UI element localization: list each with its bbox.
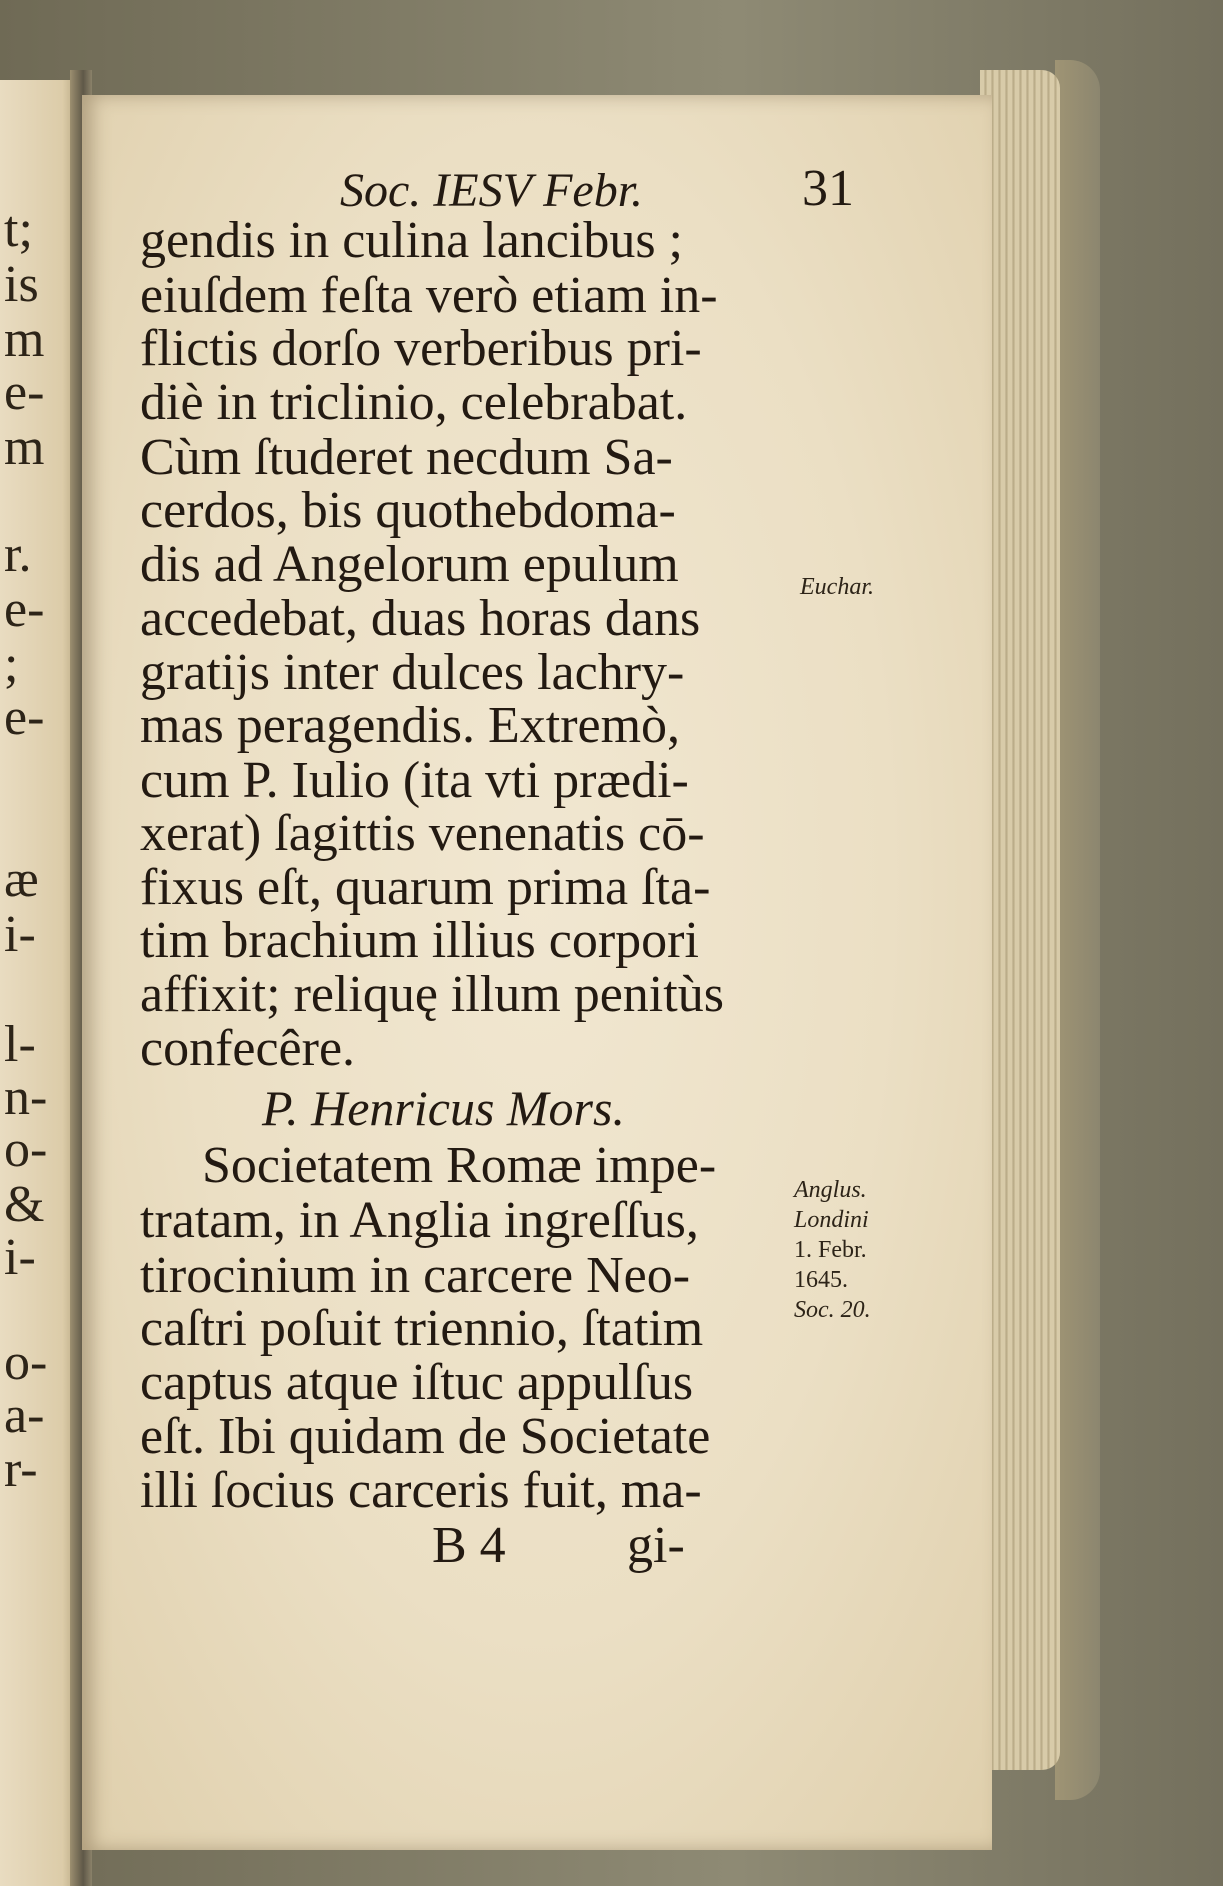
catchword: gi- <box>627 1517 685 1574</box>
left-fragment: m <box>4 419 45 476</box>
body-line: xerat) ſagittis venenatis cō- <box>140 805 705 862</box>
left-fragment: a- <box>4 1387 45 1444</box>
body-line: diè in triclinio, celebrabat. <box>140 374 688 431</box>
left-fragment: m <box>4 311 45 368</box>
left-fragment: r. <box>4 526 32 583</box>
fore-edge <box>980 70 1060 1770</box>
left-fragment: & <box>4 1176 45 1233</box>
left-page <box>0 80 78 1886</box>
body-line: cerdos, bis quothebdoma- <box>140 482 676 539</box>
body-line: caſtri poſuit triennio, ſtatim <box>140 1300 704 1357</box>
left-fragment: e- <box>4 689 45 746</box>
left-fragment: n- <box>4 1069 48 1126</box>
section-heading: P. Henricus Mors. <box>262 1080 625 1136</box>
body-line: captus atque iſtuc appulſus <box>140 1354 694 1411</box>
recto-page <box>82 95 992 1850</box>
body-line: fixus eſt, quarum prima ſta- <box>140 859 711 916</box>
margin-note-line: 1. Febr. <box>794 1237 867 1263</box>
left-fragment: e- <box>4 364 45 421</box>
body-line: tratam, in Anglia ingreſſus, <box>140 1192 699 1249</box>
body-line: tirocinium in carcere Neo- <box>140 1247 691 1304</box>
body-line: dis ad Angelorum epulum <box>140 536 679 593</box>
margin-note: Euchar. <box>800 574 874 600</box>
signature-mark: B 4 <box>432 1517 506 1574</box>
left-fragment: t; <box>4 201 33 258</box>
body-line: eiuſdem feſta verò etiam in- <box>140 267 718 324</box>
left-fragment: o- <box>4 1121 48 1178</box>
left-fragment: e- <box>4 581 45 638</box>
left-fragment: is <box>4 256 39 313</box>
running-title: Soc. IESV Febr. <box>340 164 644 217</box>
left-fragment: i- <box>4 906 36 963</box>
body-line: illi ſocius carceris fuit, ma- <box>140 1462 702 1519</box>
left-fragment: o- <box>4 1334 48 1391</box>
body-line: Cùm ſtuderet necdum Sa- <box>140 429 673 486</box>
left-fragment: ; <box>4 636 19 693</box>
body-line: accedebat, duas horas dans <box>140 590 701 647</box>
left-fragment: æ <box>4 851 39 908</box>
body-line: confecêre. <box>140 1020 356 1077</box>
margin-note-line: Londini <box>794 1207 869 1233</box>
margin-note-line: Anglus. <box>794 1177 867 1203</box>
left-fragment: r- <box>4 1441 38 1498</box>
margin-note-line: Soc. 20. <box>794 1297 871 1323</box>
body-line: cum P. Iulio (ita vti prædi- <box>140 752 689 809</box>
body-line: flictis dorſo verberibus pri- <box>140 320 702 377</box>
body-line: Societatem Romæ impe- <box>202 1137 717 1194</box>
body-line: eſt. Ibi quidam de Societate <box>140 1408 711 1465</box>
left-fragment: l- <box>4 1016 36 1073</box>
margin-note-line: 1645. <box>794 1267 848 1293</box>
body-line: mas peragendis. Extremò, <box>140 697 681 754</box>
page-number: 31 <box>802 160 854 217</box>
body-line: gratijs inter dulces lachry- <box>140 644 685 701</box>
left-fragment: i- <box>4 1229 36 1286</box>
body-line: gendis in culina lancibus ; <box>140 212 684 269</box>
fore-edge-shadow <box>1055 60 1100 1800</box>
body-line: affixit; reliquę illum penitùs <box>140 966 724 1023</box>
body-line: tim brachium illius corpori <box>140 912 699 969</box>
